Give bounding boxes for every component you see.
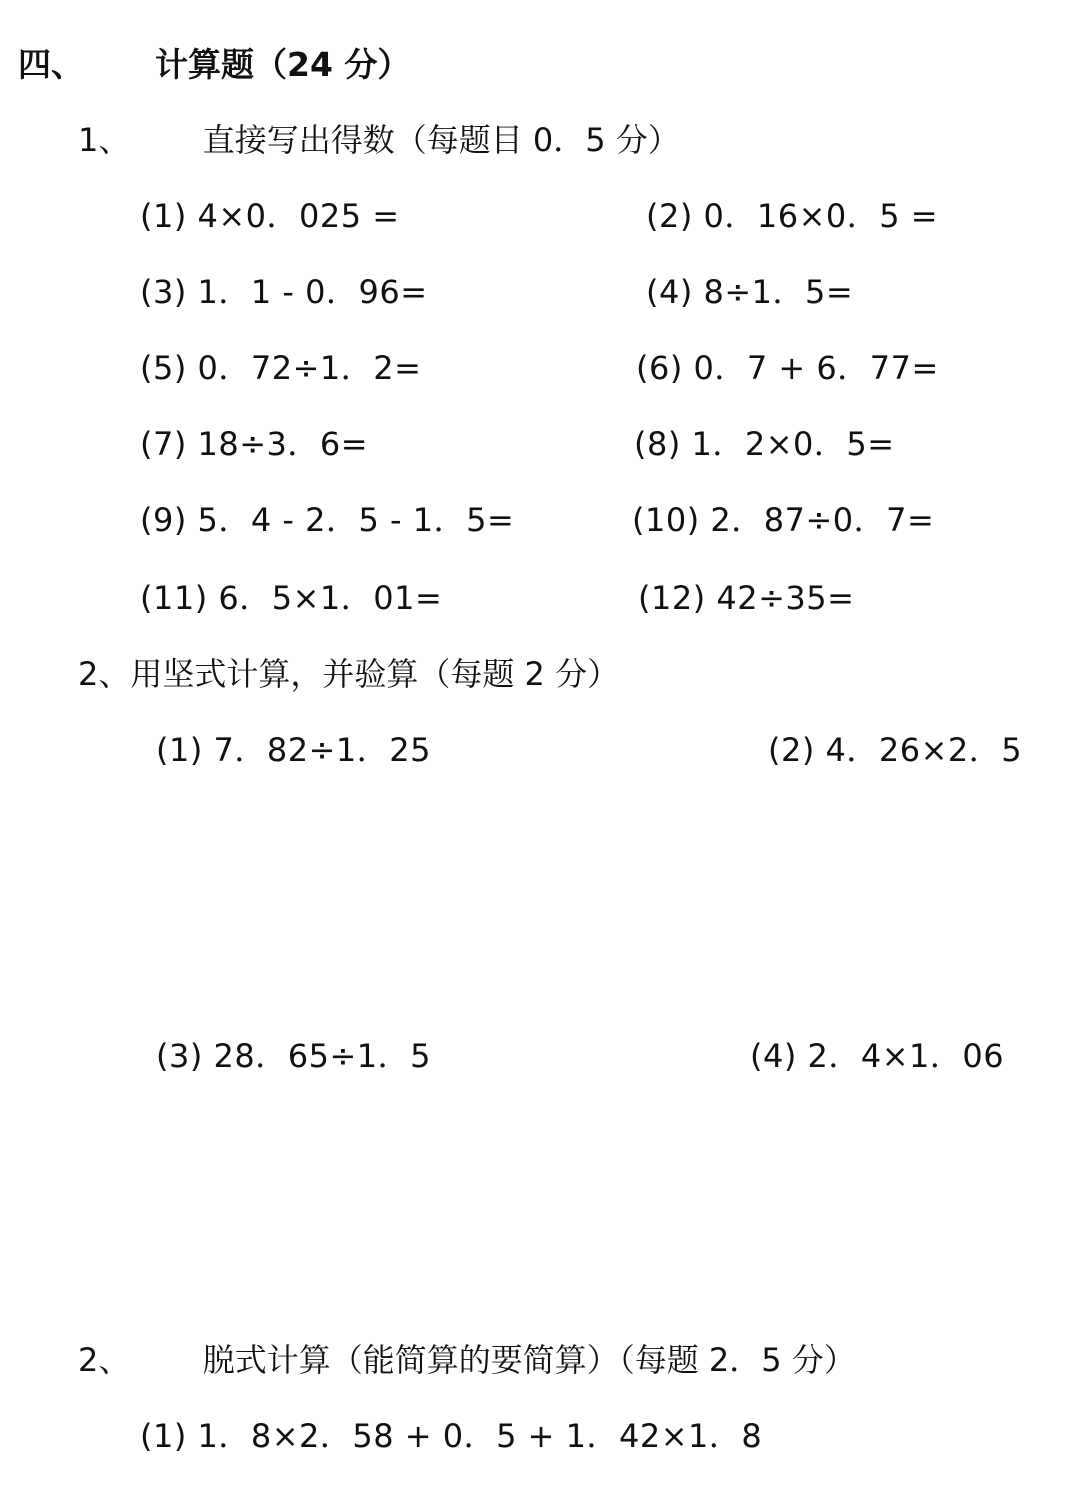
problem-1-5: (5) 0．72÷1．2= <box>140 349 422 387</box>
problem-1-6: (6) 0．7 + 6．77= <box>636 349 939 387</box>
part3-title: 脱式计算（能简算的要简算）（每题 2．5 分） <box>202 1341 856 1379</box>
problem-1-2: (2) 0．16×0．5 = <box>646 197 939 235</box>
problem-1-10: (10) 2．87÷0．7= <box>632 501 935 539</box>
problem-2-2: (2) 4．26×2．5 <box>768 731 1023 769</box>
section-heading <box>18 45 411 84</box>
problem-1-9: (9) 5．4 - 2．5 - 1．5= <box>140 501 515 539</box>
part1-heading <box>78 121 680 159</box>
problem-2-1: (1) 7．82÷1．25 <box>156 731 431 769</box>
problem-1-12: (12) 42÷35= <box>638 579 855 617</box>
problem-1-4: (4) 8÷1．5= <box>646 273 854 311</box>
problem-3-1: (1) 1．8×2．58 + 0．5 + 1．42×1．8 <box>140 1417 763 1455</box>
problem-1-1: (1) 4×0．025 = <box>140 197 400 235</box>
section-title: 计算题（24 分） <box>155 45 411 84</box>
part1-number: 1、 <box>78 121 131 159</box>
part3-heading <box>78 1341 856 1379</box>
problem-1-3: (3) 1．1 - 0．96= <box>140 273 428 311</box>
part2-heading: 2、用坚式计算，并验算（每题 2 分） <box>78 655 620 693</box>
part3-number: 2、 <box>78 1341 131 1379</box>
problem-1-8: (8) 1．2×0．5= <box>634 425 895 463</box>
problem-2-3: (3) 28．65÷1．5 <box>156 1037 431 1075</box>
part1-title: 直接写出得数（每题目 0．5 分） <box>202 121 680 159</box>
problem-1-7: (7) 18÷3．6= <box>140 425 369 463</box>
problem-1-11: (11) 6．5×1．01= <box>140 579 443 617</box>
section-number: 四、 <box>18 45 84 84</box>
problem-2-4: (4) 2．4×1．06 <box>750 1037 1005 1075</box>
